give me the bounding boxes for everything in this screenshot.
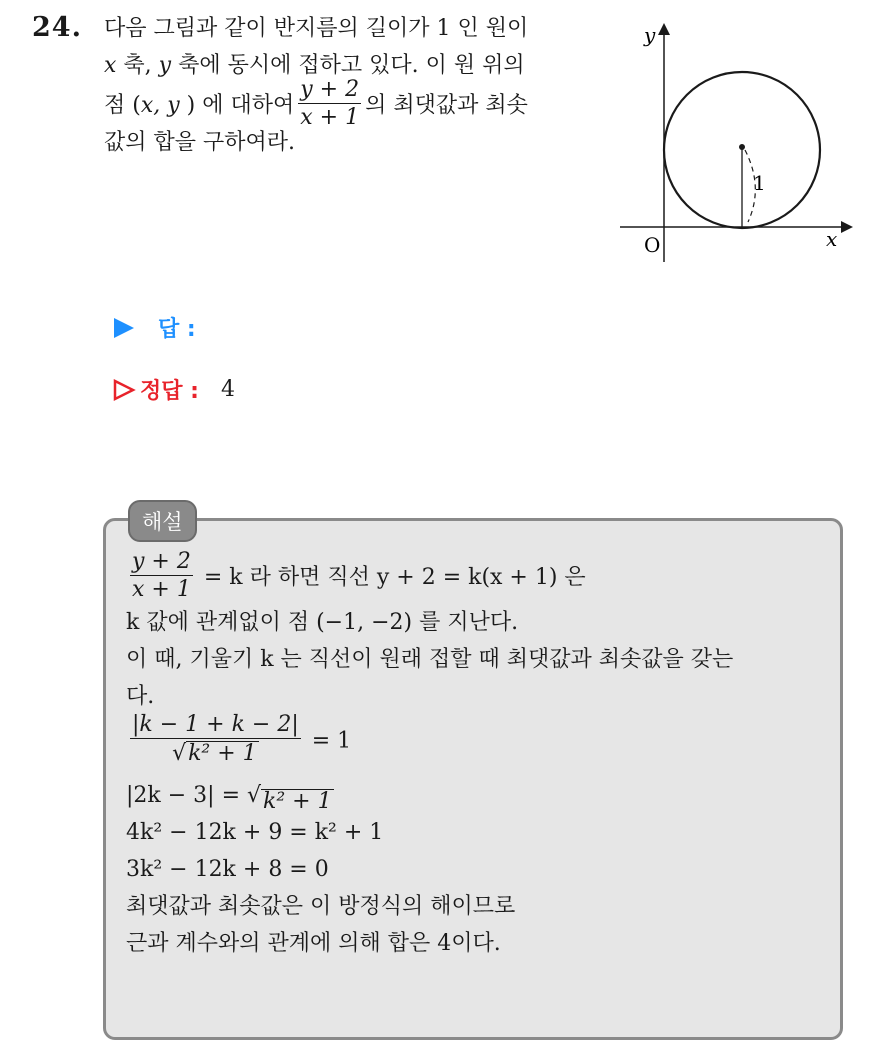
var-x: x: [104, 53, 117, 78]
correct-answer-value: 4: [220, 377, 235, 402]
sqrt: [247, 777, 334, 814]
var-y: y: [160, 93, 180, 118]
text: |2k − 3| =: [126, 783, 240, 808]
x-axis-label: x: [826, 227, 838, 251]
solution-line-8: 3k² − 12k + 8 = 0: [126, 857, 329, 882]
problem-line-1: 다음 그림과 같이 반지름의 길이가 1 인 원이: [104, 16, 529, 41]
fraction-denominator: x + 1: [300, 105, 360, 130]
sqrt: [172, 741, 259, 766]
solution-line-3: 이 때, 기울기 k 는 직선이 원래 접할 때 최댓값과 최솟값을 갖는: [126, 647, 734, 672]
solution-line-5: [126, 712, 826, 777]
solution-line-1: [126, 549, 826, 604]
correct-answer-row: [112, 374, 235, 405]
text: = k 라 하면 직선 y + 2 = k(x + 1) 은: [203, 565, 586, 590]
radius-label: 1: [753, 171, 766, 195]
answer-row: [112, 312, 218, 343]
fraction: [298, 78, 361, 130]
fraction: [130, 713, 301, 766]
var-x: x,: [140, 93, 161, 118]
text: 축,: [116, 53, 159, 78]
solution-text: [126, 549, 826, 962]
sqrt-icon: √: [247, 783, 262, 808]
correct-answer-label: 정답 :: [140, 379, 199, 404]
solution-line-2: k 값에 관계없이 점 (−1, −2) 를 지난다.: [126, 610, 519, 635]
problem-number: 24.: [32, 12, 82, 43]
text: 점 (: [104, 93, 141, 118]
text: ) 에 대하여: [179, 93, 295, 118]
fraction-numerator: y + 2: [300, 77, 360, 102]
problem-line-3: [104, 77, 594, 130]
text: 의 최댓값과 최솟: [365, 93, 528, 118]
origin-label: O: [644, 233, 661, 257]
y-axis-label: y: [644, 23, 656, 47]
fraction-numerator: |k − 1 + k − 2|: [132, 712, 299, 737]
text: = 1: [311, 728, 352, 754]
problem-text: [104, 10, 594, 161]
fraction-numerator: y + 2: [132, 549, 191, 574]
answer-label: 답 :: [158, 317, 196, 342]
radicand: k² + 1: [263, 789, 332, 814]
radicand: k² + 1: [188, 741, 257, 766]
solution-line-4: 다.: [126, 684, 155, 709]
circle-figure: [614, 22, 854, 267]
text: 축에 동시에 접하고 있다. 이 원 위의: [171, 53, 525, 78]
sqrt-icon: √: [172, 741, 187, 766]
solution-line-9: 최댓값과 최솟값은 이 방정식의 해이므로: [126, 894, 516, 919]
fraction-denominator: x + 1: [132, 577, 191, 602]
solution-line-6: [126, 777, 826, 814]
play-icon: [112, 316, 136, 340]
problem-line-4: 값의 합을 구하여라.: [104, 130, 295, 155]
solution-line-7: 4k² − 12k + 9 = k² + 1: [126, 820, 384, 845]
var-y: y: [158, 53, 172, 78]
solution-line-10: 근과 계수와의 관계에 의해 합은 4이다.: [126, 931, 501, 956]
solution-tag: 해설: [128, 500, 197, 542]
play-outline-icon: [112, 378, 136, 402]
fraction-denominator: [130, 739, 301, 766]
fraction: [130, 550, 193, 602]
